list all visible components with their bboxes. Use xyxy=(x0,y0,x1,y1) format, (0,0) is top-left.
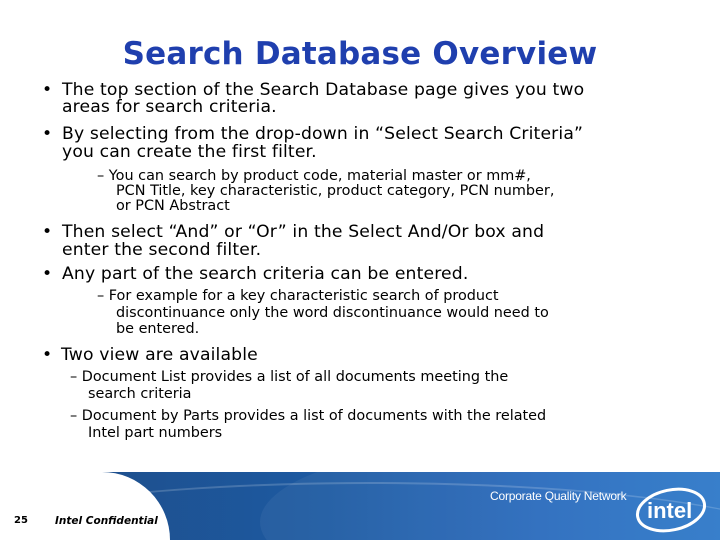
bullet-3 xyxy=(42,222,544,242)
sub-bullet-5-2-line-1: Document by Parts provides a list of documents with the related xyxy=(81,408,547,424)
sub-bullet-5-2-line-2: Intel part numbers xyxy=(88,425,223,441)
confidential-label: Intel Confidential xyxy=(55,515,158,527)
bullet-2-line-2: you can create the first filter. xyxy=(62,142,317,162)
bullet-4-line-1: Any part of the search criteria can be entered. xyxy=(62,264,469,284)
bullet-dot: • xyxy=(42,264,53,284)
bullet-1-line-2: areas for search criteria. xyxy=(62,97,277,117)
sub-bullet-5-1 xyxy=(70,370,508,385)
intel-logo-icon xyxy=(634,484,712,534)
bullet-dot: • xyxy=(42,222,53,242)
sub-bullet-4-1 xyxy=(97,289,499,304)
dash-marker: – xyxy=(97,168,105,184)
sub-bullet-5-1-line-2: search criteria xyxy=(88,386,192,402)
dash-marker: – xyxy=(70,369,78,385)
sub-bullet-4-1-line-3: be entered. xyxy=(116,321,200,337)
sub-bullet-5-2 xyxy=(70,409,546,424)
sub-bullet-2-1-line-1: You can search by product code, material master or mm#, xyxy=(108,168,531,184)
dash-marker: – xyxy=(70,408,78,424)
sub-bullet-2-1-line-2: PCN Title, key characteristic, product category, PCN number, xyxy=(116,183,555,199)
bullet-dot: • xyxy=(42,124,53,144)
dash-marker: – xyxy=(97,288,105,304)
bullet-dot: • xyxy=(42,345,53,365)
slide-title: Search Database Overview xyxy=(122,36,598,72)
sub-bullet-2-1-line-3: or PCN Abstract xyxy=(116,198,230,214)
bullet-4 xyxy=(42,264,468,284)
bullet-5-line-1: Two view are available xyxy=(61,345,258,365)
intel-logo-text: intel xyxy=(647,498,693,523)
page-number: 25 xyxy=(14,515,28,526)
sub-bullet-4-1-line-2: discontinuance only the word discontinuance would need to xyxy=(116,305,549,321)
sub-bullet-5-1-line-1: Document List provides a list of all documents meeting the xyxy=(81,369,509,385)
bullet-3-line-1: Then select “And” or “Or” in the Select And/Or box and xyxy=(62,222,545,242)
bullet-5 xyxy=(42,345,258,365)
sub-bullet-4-1-line-1: For example for a key characteristic search of product xyxy=(108,288,499,304)
sub-bullet-2-1 xyxy=(97,169,531,184)
bullet-2 xyxy=(42,124,583,144)
bullet-dot: • xyxy=(42,80,53,100)
bullet-3-line-2: enter the second filter. xyxy=(62,240,262,260)
bullet-1-line-1: The top section of the Search Database page gives you two xyxy=(62,80,585,100)
bullet-2-line-1: By selecting from the drop-down in “Select Search Criteria” xyxy=(62,124,584,144)
network-label: Corporate Quality Network xyxy=(490,489,627,503)
